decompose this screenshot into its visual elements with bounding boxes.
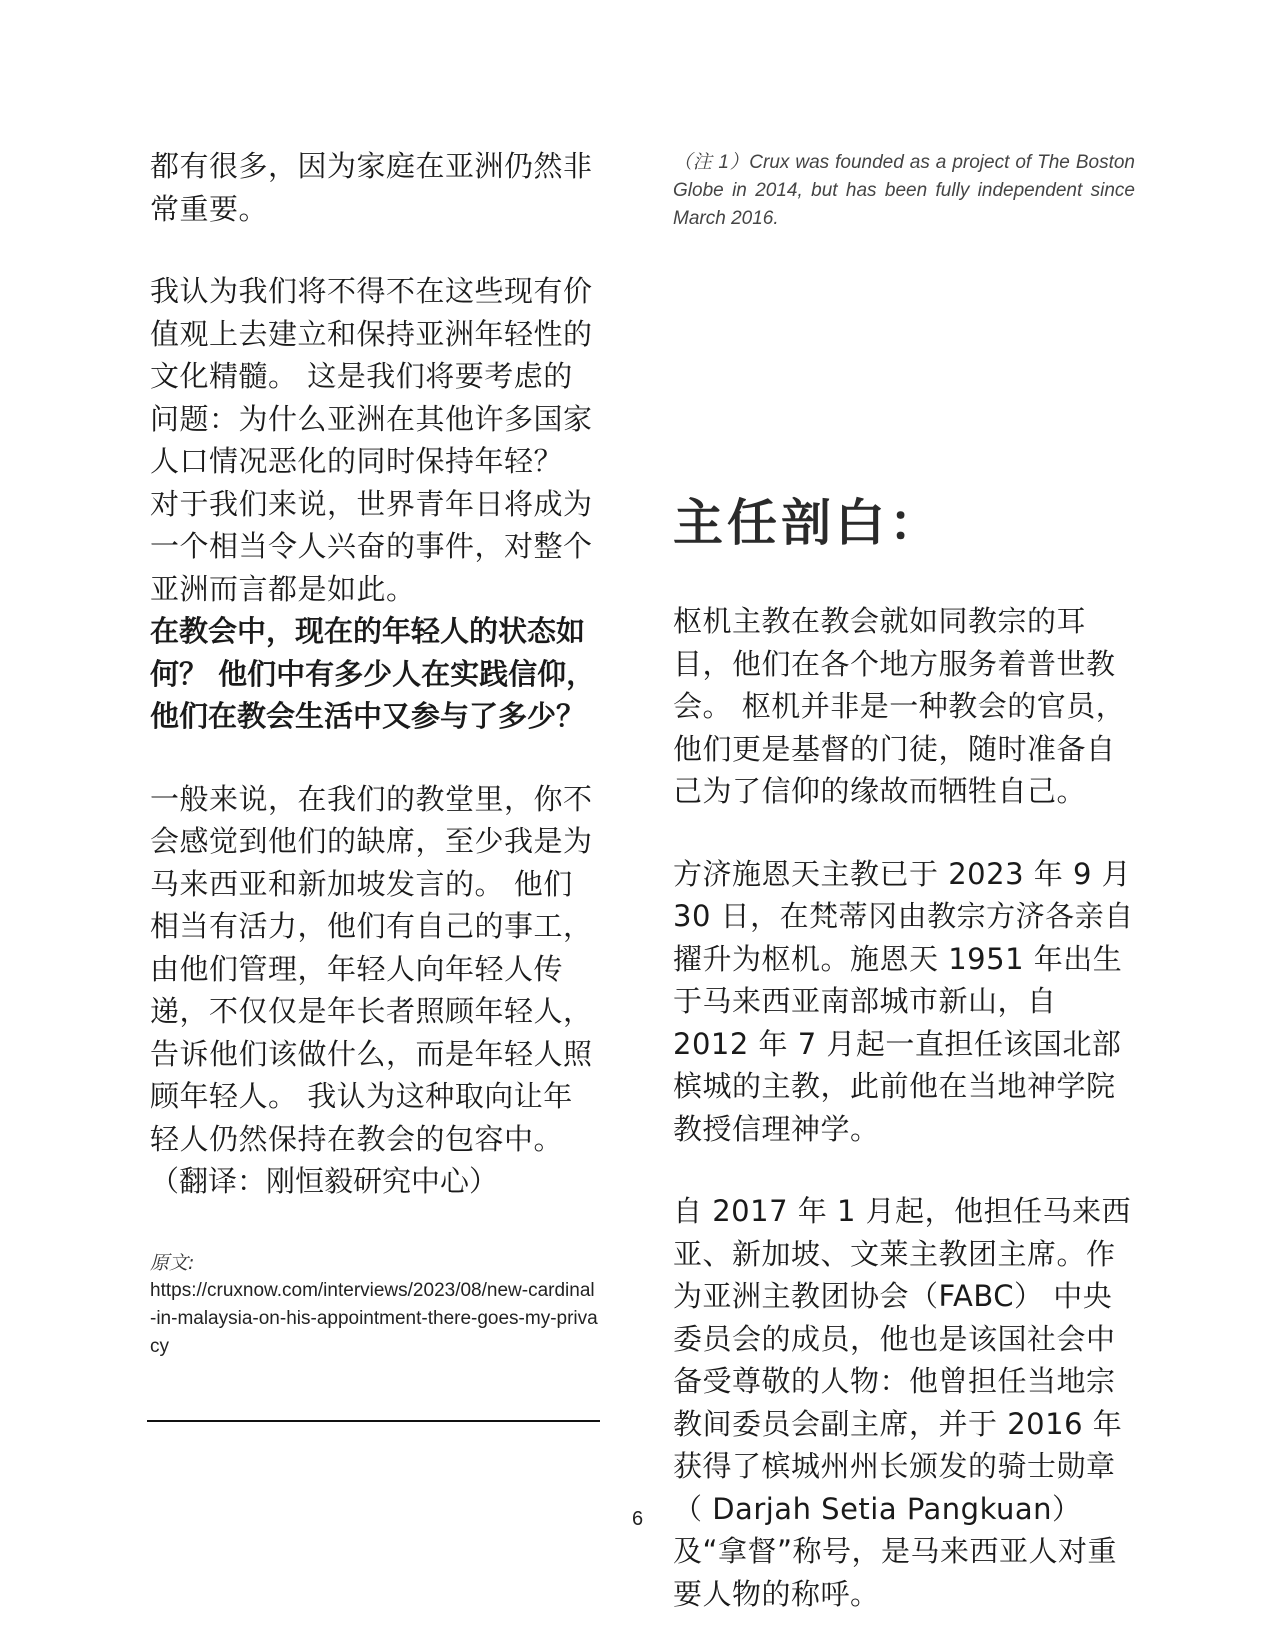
footnote-note: （注 1）Crux was founded as a project of The Boston Globe in 2014, but has been fully independent since March 2016. — [673, 152, 1135, 229]
section-heading: 主任剖白： — [673, 493, 943, 552]
page-number: 6 — [631, 1508, 644, 1530]
right-body — [673, 600, 1135, 1615]
right-column — [673, 145, 1135, 1611]
source-url-link[interactable]: https://cruxnow.com/interviews/2023/08/new-cardinal-in-malaysia-on-his-appointment-there-goes-my-privacy — [150, 1279, 598, 1357]
left-column — [150, 145, 600, 1361]
right-paragraph-3: 自 2017 年 1 月起，他担任马来西亚、新加坡、文莱主教团主席。作为亚洲主教团协会（FABC） 中央委员会的成员，他也是该国社会中备受尊敬的人物：他曾担任当地宗教间委员会副主席，并于 2016 年获得了槟城州州长颁发的骑士勋章（ Darjah Setia Pangkuan） 及“拿督”称号，是马来西亚人对重要人物的称呼。 — [673, 1194, 1132, 1611]
left-paragraph-1: 都有很多，因为家庭在亚洲仍然非常重要。 — [150, 149, 593, 226]
source-label: 原文: — [150, 1251, 195, 1274]
interview-question: 在教会中，现在的年轻人的状态如何？ 他们中有多少人在实践信仰，他们在教会生活中又参与了多少？ — [150, 614, 596, 733]
translator-credit: （翻译：刚恒毅研究中心） — [150, 1164, 499, 1198]
left-paragraph-3: 一般来说，在我们的教堂里，你不会感觉到他们的缺席，至少我是为马来西亚和新加坡发言的。 他们相当有活力，他们有自己的事工，由他们管理，年轻人向年轻人传递，不仅仅是年长者照顾年轻人，告诉他们该做什么，而是年轻人照顾年轻人。 我认为这种取向让年轻人仍然保持在教会的包容中。 — [150, 781, 593, 1156]
footnote-divider — [147, 1420, 600, 1422]
right-paragraph-1: 枢机主教在教会就如同教宗的耳目，他们在各个地方服务着普世教会。 枢机并非是一种教会的官员，他们更是基督的门徒，随时准备自己为了信仰的缘故而牺牲自己。 — [673, 604, 1126, 808]
right-paragraph-2: 方济施恩天主教已于 2023 年 9 月 30 日，在梵蒂冈由教宗方济各亲自擢升为枢机。施恩天 1951 年出生于马来西亚南部城市新山，自 2012 年 7 月起一直担任该国北部槟城的主教，此前他在当地神学院教授信理神学。 — [673, 856, 1134, 1146]
left-paragraph-2: 我认为我们将不得不在这些现有价值观上去建立和保持亚洲年轻性的文化精髓。 这是我们将要考虑的问题：为什么亚洲在其他许多国家人口情况恶化的同时保持年轻？ 对于我们来说，世界青年日将成为一个相当令人兴奋的事件，对整个亚洲而言都是如此。 — [150, 274, 593, 606]
